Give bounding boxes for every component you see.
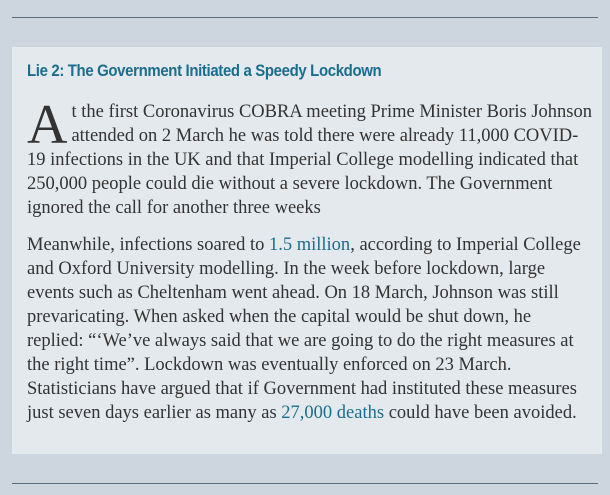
article-heading: Lie 2: The Government Initiated a Speedy Lockdown [27, 61, 382, 80]
deaths-link[interactable]: 27,000 deaths [281, 403, 385, 423]
article-box [12, 47, 602, 454]
top-divider [12, 17, 598, 18]
paragraph-2-text-b: , according to Imperial College and Oxford University modelling. In the week before lockdown, large events such as Cheltenham went ahead. On 18 March, Johnson was still prevaricating. When asked when the capital would be shut down, he replied: “‘We’ve always said that we are going to do the right measures at the right time”. Lockdown was eventually enforced on 23 March. Statisticians have argued that if Government had instituted these measures just seven days earlier as many as [27, 235, 581, 423]
bottom-divider [12, 483, 598, 484]
paragraph-2-text-c: could have been avoided. [384, 403, 577, 423]
infections-link[interactable]: 1.5 million [268, 235, 351, 255]
drop-cap: A [27, 94, 68, 156]
article-paragraph-1 [27, 94, 593, 220]
paragraph-1-text: t the first Coronavirus COBRA meeting Prime Minister Boris Johnson attended on 2 March he was told there were already 11,000 COVID-19 infections in the UK and that Imperial College modelling indicated that 250,000 people could die without a severe lockdown. The Government ignored the call for another three weeks [27, 102, 593, 218]
article-paragraph-2 [27, 233, 592, 425]
paragraph-2-text-a: Meanwhile, infections soared to [27, 235, 269, 255]
